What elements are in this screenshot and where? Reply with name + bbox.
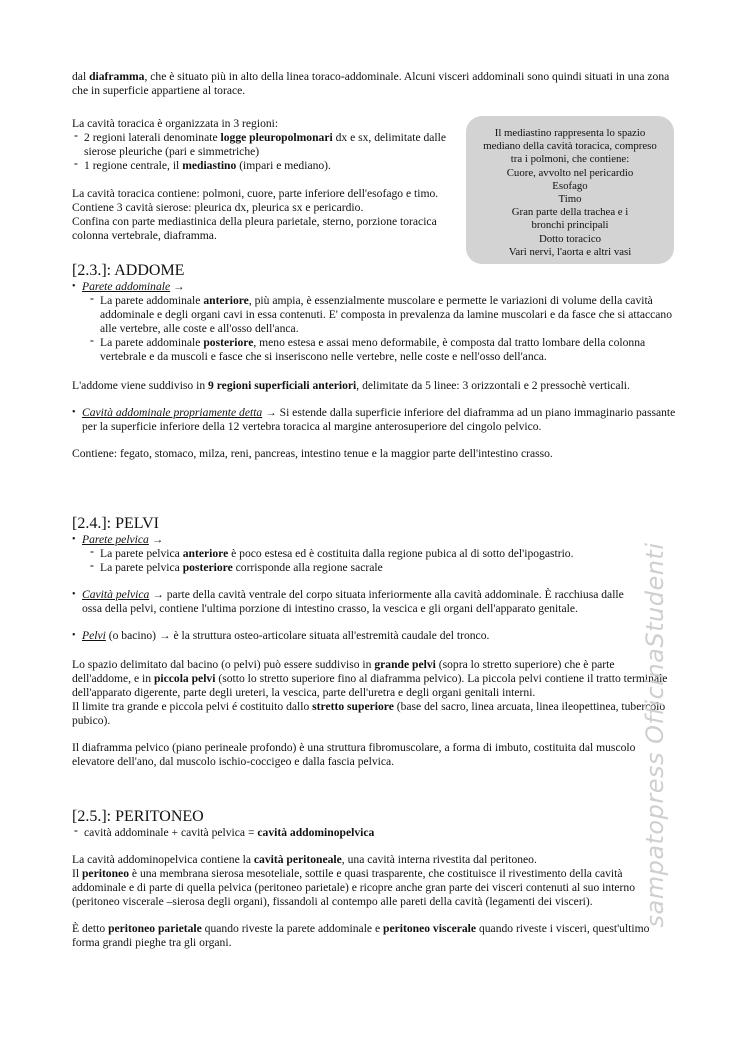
text-run: , che è situato più in alto della linea toraco-addominale. Alcuni visceri addominali sono quindi situati in una zona che in superficie appartiene al torace. <box>72 70 670 97</box>
text-run: È detto <box>72 922 109 935</box>
text-run: , una cavità interna rivestita dal peritoneo. <box>341 853 537 866</box>
bold-term: 9 regioni superficiali anteriori <box>208 379 357 392</box>
callout-line: Vari nervi, l'aorta e altri vasi <box>508 245 632 258</box>
bold-term: diaframma <box>89 70 145 83</box>
text-run: La cavità addominopelvica contiene la <box>72 853 254 866</box>
torace-serous <box>72 201 452 215</box>
callout-line: Dotto toracico <box>538 232 602 245</box>
text-run: (sotto lo stretto superiore fino al diaframma pelvico). La piccola pelvi contiene il tratto terminale dell'apparato digerente, parte degli ureteri, la vescica, parte dell'uretra e degli organi genitali interni. <box>72 672 668 699</box>
callout-line: Cuore, avvolto nel pericardio <box>506 166 634 179</box>
text-run: La parete addominale <box>100 336 204 349</box>
callout-line: Il mediastino rappresenta lo spazio mediano della cavità toracica, compreso tra i polmoni, che contiene: <box>483 127 657 166</box>
definition: parte della cavità ventrale del corpo situata inferiormente alla cavità addominale. È racchiusa dalle ossa della pelvi, contiene l'ultima porzione di intestino crasso, la vescica e gli organi dell'apparato genitale. <box>82 588 624 615</box>
bold-term: anteriore <box>203 294 249 307</box>
text-run: Il <box>72 867 82 880</box>
text-run: Contiene 3 cavità sierose: pleurica dx, pleurica sx e pericardio. <box>72 201 364 214</box>
list-item <box>72 588 642 616</box>
bold-term: peritoneo <box>81 867 129 880</box>
section-heading: [2.4.]: PELVI <box>72 515 159 532</box>
arrow: → <box>173 280 185 293</box>
list-item <box>88 561 676 575</box>
list-item <box>72 159 452 173</box>
text-run: La parete addominale <box>100 294 204 307</box>
list-item <box>72 826 676 840</box>
text-run: dal <box>72 70 90 83</box>
definition: Si estende dalla superficie inferiore del diaframma ad un piano immaginario passante per la superficie inferiore della 12 vertebra toracica al margine anterosuperiore del cingolo pelvico. <box>82 406 676 433</box>
bold-term: stretto superiore <box>312 700 394 713</box>
bold-term: peritoneo viscerale <box>383 922 477 935</box>
callout-line: Gran parte della trachea e i bronchi principali <box>511 206 629 232</box>
bold-term: peritoneo parietale <box>108 922 202 935</box>
list-item <box>88 294 676 336</box>
watermark: sampatopress OfficinaStudenti <box>641 542 669 928</box>
pelvi-section <box>72 515 676 769</box>
text-run: è una membrana sierosa mesoteliale, sottile e quasi trasparente, che costituisce il rivestimento della cavità addominale e di parte di quella pelvica (peritoneo parietale) e ricopre anche gran parte dei visceri contenuti al suo interno (peritoneo viscerale –sierosa degli organi), fissandoli al contempo alle pareti della cavità (legamenti dei visceri). <box>72 867 636 908</box>
paragraph <box>72 922 676 950</box>
intro-paragraph <box>72 70 676 98</box>
list-item <box>88 547 676 561</box>
addome-section <box>72 262 676 461</box>
term: Parete addominale <box>82 280 171 293</box>
bold-term: grande pelvi <box>374 658 436 671</box>
definition: (o bacino) → è la struttura osteo-articolare situata all'estremità caudale del tronco. <box>105 629 490 642</box>
bold-term: cavità peritoneale <box>253 853 342 866</box>
term: Parete pelvica <box>82 533 149 546</box>
arrow: → <box>152 588 164 601</box>
text-run: quando riveste i visceri, quest'ultimo forma grandi pieghe tra gli organi. <box>72 922 650 949</box>
torace-intro <box>72 117 452 131</box>
regions-paragraph <box>72 379 676 393</box>
list-item <box>72 406 676 434</box>
text-run: Confina con parte mediastinica della pleura parietale, sterno, porzione toracica colonna vertebrale, diaframma. <box>72 215 437 242</box>
bold-term: logge pleuropolmonari <box>220 131 333 144</box>
text-run: (impari e mediano). <box>236 159 331 172</box>
text-run: corrisponde alla regione sacrale <box>232 561 383 574</box>
paragraph <box>72 741 676 769</box>
term: Pelvi <box>82 629 106 642</box>
contents-paragraph <box>72 447 676 461</box>
text-run: La parete pelvica <box>100 561 183 574</box>
torace-contents <box>72 187 452 201</box>
callout-line: Timo <box>558 193 582 206</box>
paragraph <box>72 700 676 728</box>
text-run: Il limite tra grande e piccola pelvi é costituito dallo <box>72 700 313 713</box>
list-item <box>72 533 676 547</box>
section-heading: [2.3.]: ADDOME <box>72 262 185 279</box>
list-item <box>72 280 676 294</box>
text-run: L'addome viene suddiviso in <box>72 379 209 392</box>
text-run: (base del sacro, linea arcuata, linea ileopettinea, tubercolo pubico). <box>72 700 666 727</box>
text-run: , meno estesa e assai meno deformabile, è composta dal tratto lombare della colonna vertebrale e da muscoli e fasce che si inseriscono nelle vertebre, nelle coste e nell'osso dell'anca. <box>100 336 646 363</box>
term: Cavità pelvica <box>82 588 150 601</box>
list-item <box>72 629 676 643</box>
text-run: La parete pelvica <box>100 547 183 560</box>
paragraph <box>72 853 676 867</box>
bold-term: piccola pelvi <box>153 672 216 685</box>
text-run: Lo spazio delimitato dal bacino (o pelvi) può essere suddiviso in <box>72 658 375 671</box>
text-run: La cavità toracica è organizzata in 3 regioni: <box>72 117 279 130</box>
text-run: , delimitate da 5 linee: 3 orizzontali e 2 pressochè verticali. <box>356 379 630 392</box>
bold-term: cavità addominopelvica <box>257 826 375 839</box>
mediastino-callout-box <box>466 116 674 264</box>
text-run: 1 regione centrale, il <box>84 159 183 172</box>
text-run: La cavità toracica contiene: polmoni, cuore, parte inferiore dell'esofago e timo. <box>72 187 439 200</box>
text-run: , più ampia, è essenzialmente muscolare e permette le variazioni di volume della cavità addominale e degli organi cavi in essa contenuti. E' composta in prevalenza da lamine muscolari e da fasce che si attaccano alle vertebre, alle coste e all'osso dell'anca. <box>100 294 672 335</box>
bold-term: anteriore <box>182 547 229 560</box>
torace-section <box>72 117 452 243</box>
list-item <box>72 131 452 159</box>
text-run: Contiene: fegato, stomaco, milza, reni, pancreas, intestino tenue e la maggior parte dell'intestino crasso. <box>72 447 553 460</box>
arrow: → <box>265 406 277 419</box>
paragraph <box>72 867 676 909</box>
list-item <box>88 336 676 364</box>
paragraph <box>72 658 676 700</box>
arrow: → <box>151 533 164 546</box>
bold-term: posteriore <box>182 561 233 574</box>
text-run: cavità addominale + cavità pelvica = <box>84 826 258 839</box>
term: Cavità addominale propriamente detta <box>82 406 263 419</box>
callout-line: Esofago <box>552 179 588 192</box>
bold-term: posteriore <box>203 336 254 349</box>
torace-borders <box>72 215 452 243</box>
peritoneo-section <box>72 808 676 950</box>
text-run: Il diaframma pelvico (piano perineale profondo) è una struttura fibromuscolare, a forma di imbuto, costituita dal muscolo elevatore dell'ano, dal muscolo ischio-coccigeo e dalla fascia pelvica. <box>72 741 636 768</box>
text-run: è poco estesa ed è costituita dalla regione pubica al di sotto del'ipogastrio. <box>228 547 574 560</box>
text-run: (sopra lo stretto superiore) che è parte dell'addome, e in <box>72 658 615 685</box>
bold-term: mediastino <box>182 159 237 172</box>
text-run: dx e sx, delimitate dalle sierose pleuriche (pari e simmetriche) <box>84 131 447 158</box>
text-run: 2 regioni laterali denominate <box>84 131 221 144</box>
text-run: quando riveste la parete addominale e <box>201 922 384 935</box>
section-heading: [2.5.]: PERITONEO <box>72 808 204 825</box>
